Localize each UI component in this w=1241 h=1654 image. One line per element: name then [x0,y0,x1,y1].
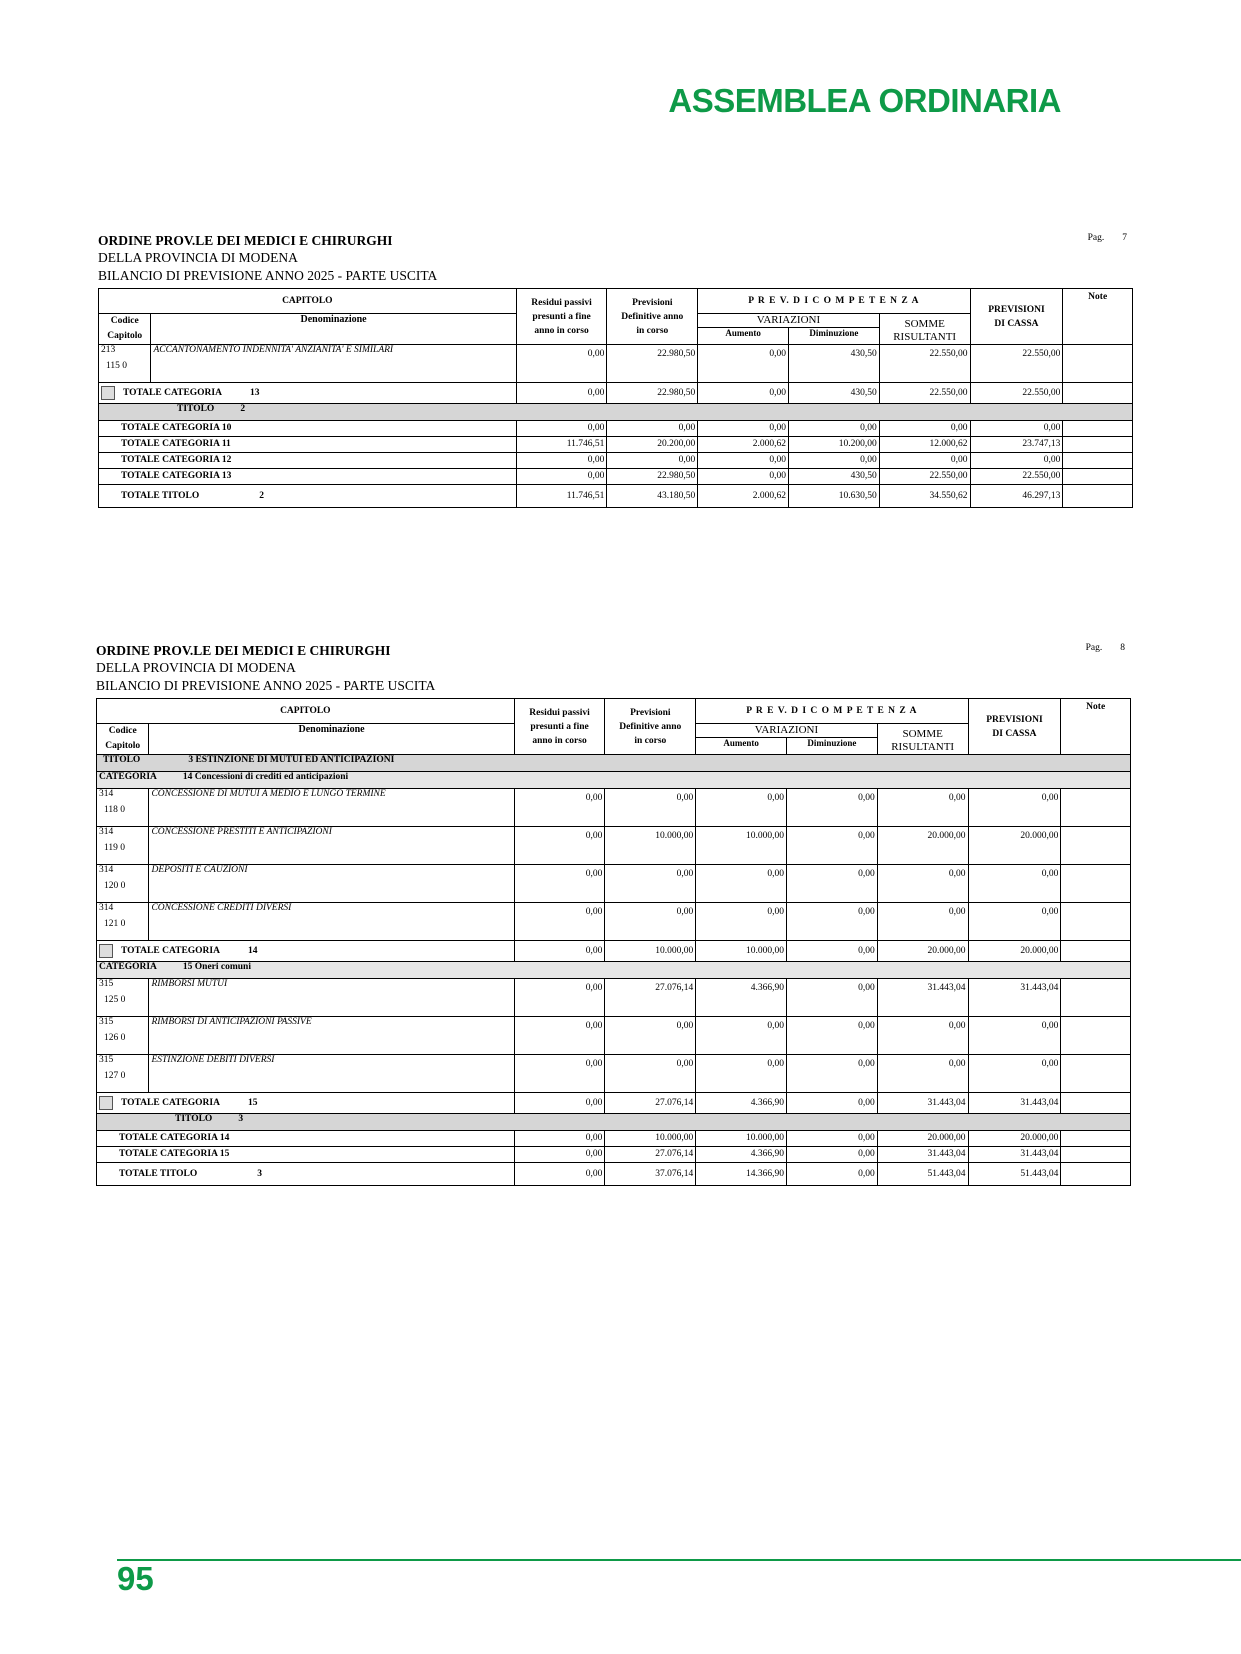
page-header-title: ASSEMBLEA ORDINARIA [668,82,1061,119]
table-row [97,1017,1131,1055]
amount-cell: 0,00 [696,903,787,941]
amount-cell: 0,00 [516,453,607,469]
amount-cell: 12.000,62 [879,437,970,453]
denominazione-header: Denominazione [149,724,514,755]
code-cell: 315 127 0 [97,1055,149,1093]
amount-cell: 4.366,90 [696,1147,787,1163]
note-cell [1061,1131,1131,1147]
variazioni-header: VARIAZIONI [698,314,880,328]
note-cell [1063,383,1133,404]
amount-cell: 0,00 [877,903,968,941]
org-province: DELLA PROVINCIA DI MODENA [98,250,298,265]
amount-cell: 0,00 [788,453,879,469]
amount-cell: 0,00 [514,865,605,903]
amount-cell: 22.550,00 [879,345,970,383]
note-cell [1063,485,1133,508]
diminuzione-header: Diminuzione [788,328,879,345]
group-header: TITOLO 3 [97,1114,1131,1131]
amount-cell: 0,00 [514,1093,605,1114]
subtotal-label: TOTALE CATEGORIA 12 [99,453,517,469]
page-number: 95 [117,1560,154,1597]
amount-cell: 22.550,00 [879,383,970,404]
budget-table [98,288,1133,508]
competenza-header: P R E V. D I C O M P E T E N Z A [698,289,970,314]
amount-cell: 0,00 [786,1131,877,1147]
titolo-header-row [97,755,1131,772]
note-cell [1061,1163,1131,1186]
description-cell: ESTINZIONE DEBITI DIVERSI [149,1055,514,1093]
code-cell: 213 115 0 [99,345,151,383]
code-cell: 315 126 0 [97,1017,149,1055]
amount-cell: 0,00 [879,453,970,469]
description-cell: RIMBORSI DI ANTICIPAZIONI PASSIVE [149,1017,514,1055]
amount-cell: 0,00 [970,453,1063,469]
totale-categoria-label: TOTALE CATEGORIA 13 [99,383,517,404]
amount-cell: 430,50 [788,469,879,485]
amount-cell: 0,00 [786,865,877,903]
amount-cell: 0,00 [607,453,698,469]
budget-title: BILANCIO DI PREVISIONE ANNO 2025 - PARTE USCITA [98,268,438,283]
amount-cell: 0,00 [605,903,696,941]
amount-cell: 14.366,90 [696,1163,787,1186]
budget-title: BILANCIO DI PREVISIONE ANNO 2025 - PARTE USCITA [96,678,436,693]
amount-cell: 43.180,50 [607,485,698,508]
note-cell [1061,865,1131,903]
amount-cell: 0,00 [514,1147,605,1163]
code-cell: 315 125 0 [97,979,149,1017]
table-row [99,345,1133,383]
amount-cell: 20.200,00 [607,437,698,453]
subtotal-label: TOTALE CATEGORIA 11 [99,437,517,453]
table-header-row [99,289,1133,314]
page-ref: Pag. 8 [1085,643,1125,653]
amount-cell: 0,00 [786,979,877,1017]
diminuzione-header: Diminuzione [786,738,877,755]
totale-categoria-row [97,1093,1131,1114]
amount-cell: 4.366,90 [696,979,787,1017]
note-cell [1063,469,1133,485]
amount-cell: 51.443,04 [877,1163,968,1186]
cassa-header: PREVISIONI DI CASSA [970,289,1063,345]
totale-categoria-row [97,941,1131,962]
aumento-header: Aumento [696,738,787,755]
amount-cell: 20.000,00 [877,1131,968,1147]
checkbox-icon [101,386,115,400]
previsioni-header: Previsioni Definitive anno in corso [607,289,698,345]
subtotal-label: TOTALE CATEGORIA 15 [97,1147,515,1163]
totale-titolo-row [99,485,1133,508]
totale-titolo-label: TOTALE TITOLO 3 [97,1163,515,1186]
amount-cell: 0,00 [786,1163,877,1186]
residui-header: Residui passivi presunti a fine anno in corso [514,699,605,755]
totale-titolo-label: TOTALE TITOLO 2 [99,485,517,508]
org-name: ORDINE PROV.LE DEI MEDICI E CHIRURGHI [98,233,393,248]
totale-categoria-row [99,383,1133,404]
amount-cell: 10.000,00 [696,827,787,865]
code-cell: 314 120 0 [97,865,149,903]
table-row [97,903,1131,941]
code-cell: 314 118 0 [97,789,149,827]
amount-cell: 0,00 [605,1017,696,1055]
amount-cell: 0,00 [605,865,696,903]
amount-cell: 22.980,50 [607,383,698,404]
amount-cell: 34.550,62 [879,485,970,508]
subtotal-label: TOTALE CATEGORIA 13 [99,469,517,485]
amount-cell: 20.000,00 [968,941,1061,962]
amount-cell: 0,00 [514,1163,605,1186]
subtotal-row [99,453,1133,469]
amount-cell: 22.550,00 [970,469,1063,485]
categoria-header: CATEGORIA 15 Oneri comuni [97,962,1131,979]
amount-cell: 0,00 [698,453,789,469]
amount-cell: 0,00 [786,1093,877,1114]
description-cell: ACCANTONAMENTO INDENNITA' ANZIANITA' E SIMILARI [151,345,516,383]
aumento-header: Aumento [698,328,789,345]
amount-cell: 2.000,62 [698,437,789,453]
note-cell [1063,453,1133,469]
amount-cell: 20.000,00 [877,827,968,865]
amount-cell: 0,00 [877,789,968,827]
subtotal-label: TOTALE CATEGORIA 14 [97,1131,515,1147]
categoria-header-row [97,772,1131,789]
amount-cell: 31.443,04 [877,979,968,1017]
code-cell: 314 121 0 [97,903,149,941]
amount-cell: 0,00 [514,789,605,827]
amount-cell: 27.076,14 [605,1093,696,1114]
subtotal-row [99,437,1133,453]
amount-cell: 46.297,13 [970,485,1063,508]
note-cell [1061,1017,1131,1055]
amount-cell: 0,00 [516,421,607,437]
org-province: DELLA PROVINCIA DI MODENA [96,660,296,675]
amount-cell: 31.443,04 [968,979,1061,1017]
previsioni-header: Previsioni Definitive anno in corso [605,699,696,755]
amount-cell: 11.746,51 [516,437,607,453]
amount-cell: 0,00 [970,421,1063,437]
table-row [97,789,1131,827]
amount-cell: 0,00 [786,789,877,827]
note-cell [1061,941,1131,962]
amount-cell: 0,00 [514,1017,605,1055]
amount-cell: 51.443,04 [968,1163,1061,1186]
table-row [97,1055,1131,1093]
totale-categoria-label: TOTALE CATEGORIA 15 [97,1093,515,1114]
amount-cell: 2.000,62 [698,485,789,508]
amount-cell: 4.366,90 [696,1093,787,1114]
table-header-row [97,699,1131,724]
note-cell [1063,437,1133,453]
table-row [97,979,1131,1017]
amount-cell: 0,00 [696,865,787,903]
amount-cell: 10.000,00 [605,941,696,962]
amount-cell: 20.000,00 [968,827,1061,865]
amount-cell: 0,00 [514,903,605,941]
amount-cell: 20.000,00 [968,1131,1061,1147]
amount-cell: 0,00 [968,789,1061,827]
amount-cell: 11.746,51 [516,485,607,508]
amount-cell: 0,00 [696,1017,787,1055]
note-cell [1061,1093,1131,1114]
amount-cell: 10.000,00 [696,941,787,962]
amount-cell: 0,00 [696,789,787,827]
description-cell: CONCESSIONE DI MUTUI A MEDIO E LUNGO TERMINE [149,789,514,827]
variazioni-header: VARIAZIONI [696,724,878,738]
amount-cell: 22.550,00 [970,383,1063,404]
somme-header: SOMME RISULTANTI [877,724,968,755]
amount-cell: 0,00 [698,469,789,485]
amount-cell: 0,00 [786,941,877,962]
amount-cell: 0,00 [786,1147,877,1163]
categoria-header: CATEGORIA 14 Concessioni di crediti ed anticipazioni [97,772,1131,789]
amount-cell: 10.000,00 [605,1131,696,1147]
amount-cell: 22.980,50 [607,345,698,383]
amount-cell: 0,00 [879,421,970,437]
residui-header: Residui passivi presunti a fine anno in corso [516,289,607,345]
amount-cell: 0,00 [877,865,968,903]
note-cell [1061,979,1131,1017]
page-ref: Pag. 7 [1087,233,1127,243]
note-header: Note [1061,699,1131,755]
description-cell: CONCESSIONE PRESTITI E ANTICIPAZIONI [149,827,514,865]
amount-cell: 0,00 [605,789,696,827]
amount-cell: 0,00 [607,421,698,437]
titolo-header: TITOLO 3 ESTINZIONE DI MUTUI ED ANTICIPAZIONI [97,755,1131,772]
checkbox-icon [99,1096,113,1110]
amount-cell: 0,00 [968,1055,1061,1093]
note-cell [1063,421,1133,437]
amount-cell: 10.200,00 [788,437,879,453]
amount-cell: 0,00 [696,1055,787,1093]
amount-cell: 0,00 [516,469,607,485]
amount-cell: 27.076,14 [605,1147,696,1163]
note-cell [1063,345,1133,383]
subtotal-row [97,1147,1131,1163]
codice-header: Codice Capitolo [99,314,151,345]
amount-cell: 22.550,00 [970,345,1063,383]
description-cell: CONCESSIONE CREDITI DIVERSI [149,903,514,941]
amount-cell: 0,00 [786,1017,877,1055]
amount-cell: 0,00 [788,421,879,437]
amount-cell: 23.747,13 [970,437,1063,453]
note-cell [1061,827,1131,865]
amount-cell: 0,00 [786,903,877,941]
amount-cell: 0,00 [698,383,789,404]
cassa-header: PREVISIONI DI CASSA [968,699,1061,755]
amount-cell: 0,00 [514,827,605,865]
amount-cell: 20.000,00 [877,941,968,962]
amount-cell: 430,50 [788,383,879,404]
totale-categoria-label: TOTALE CATEGORIA 14 [97,941,515,962]
amount-cell: 0,00 [516,345,607,383]
footer-divider [117,1559,1241,1561]
amount-cell: 10.000,00 [605,827,696,865]
totale-titolo-row [97,1163,1131,1186]
checkbox-icon [99,944,113,958]
amount-cell: 430,50 [788,345,879,383]
amount-cell: 0,00 [514,979,605,1017]
budget-section-page-8 [96,643,1131,1186]
amount-cell: 0,00 [514,1055,605,1093]
amount-cell: 0,00 [968,1017,1061,1055]
amount-cell: 0,00 [877,1017,968,1055]
amount-cell: 0,00 [698,421,789,437]
subtotal-row [99,421,1133,437]
amount-cell: 22.980,50 [607,469,698,485]
amount-cell: 0,00 [605,1055,696,1093]
note-header: Note [1063,289,1133,345]
group-header-row [99,404,1133,421]
amount-cell: 31.443,04 [877,1147,968,1163]
org-name: ORDINE PROV.LE DEI MEDICI E CHIRURGHI [96,643,391,658]
amount-cell: 0,00 [877,1055,968,1093]
categoria-header-row [97,962,1131,979]
amount-cell: 0,00 [968,865,1061,903]
subtotal-label: TOTALE CATEGORIA 10 [99,421,517,437]
amount-cell: 10.630,50 [788,485,879,508]
group-header-row [97,1114,1131,1131]
amount-cell: 27.076,14 [605,979,696,1017]
note-cell [1061,1055,1131,1093]
capitolo-header: CAPITOLO [97,699,515,724]
denominazione-header: Denominazione [151,314,516,345]
note-cell [1061,903,1131,941]
competenza-header: P R E V. D I C O M P E T E N Z A [696,699,968,724]
amount-cell: 0,00 [516,383,607,404]
amount-cell: 31.443,04 [968,1093,1061,1114]
budget-section-page-7 [98,233,1133,508]
amount-cell: 10.000,00 [696,1131,787,1147]
subtotal-row [99,469,1133,485]
amount-cell: 31.443,04 [877,1093,968,1114]
subtotal-row [97,1131,1131,1147]
amount-cell: 0,00 [514,1131,605,1147]
amount-cell: 0,00 [698,345,789,383]
note-cell [1061,789,1131,827]
amount-cell: 0,00 [786,1055,877,1093]
capitolo-header: CAPITOLO [99,289,517,314]
amount-cell: 37.076,14 [605,1163,696,1186]
amount-cell: 0,00 [968,903,1061,941]
table-row [97,827,1131,865]
table-row [97,865,1131,903]
group-header: TITOLO 2 [99,404,1133,421]
description-cell: RIMBORSI MUTUI [149,979,514,1017]
note-cell [1061,1147,1131,1163]
amount-cell: 0,00 [786,827,877,865]
amount-cell: 31.443,04 [968,1147,1061,1163]
codice-header: Codice Capitolo [97,724,149,755]
amount-cell: 22.550,00 [879,469,970,485]
amount-cell: 0,00 [514,941,605,962]
code-cell: 314 119 0 [97,827,149,865]
budget-table [96,698,1131,1186]
description-cell: DEPOSITI E CAUZIONI [149,865,514,903]
somme-header: SOMME RISULTANTI [879,314,970,345]
